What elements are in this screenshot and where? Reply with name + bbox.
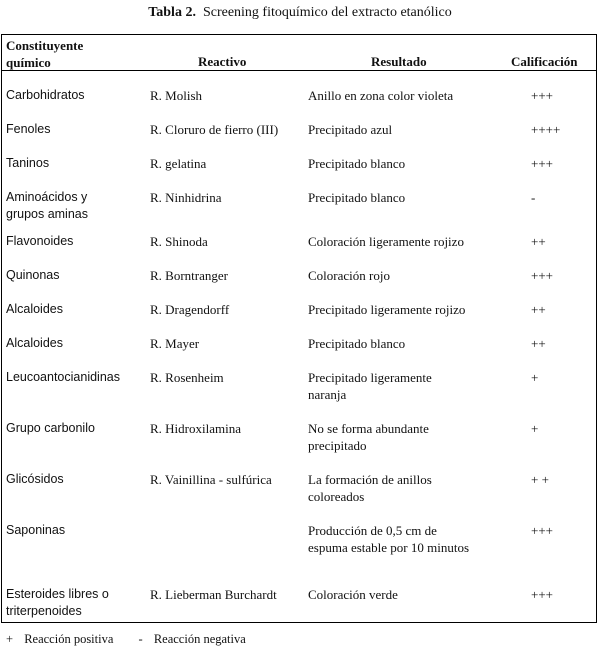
cell-constituent (6, 586, 109, 620)
header-reagent: Reactivo (198, 54, 247, 69)
cell-reagent: R. Dragendorff (150, 302, 230, 317)
cell-reagent: R. Rosenheim (150, 370, 224, 385)
cell-result (308, 87, 453, 104)
cell-reagent: R. Borntranger (150, 268, 228, 283)
cell-constituent (6, 335, 63, 352)
cell-result (308, 301, 465, 318)
cell-result-line: precipitado (308, 438, 367, 453)
cell-result (308, 586, 398, 603)
cell-result-line: Precipitado blanco (308, 156, 406, 171)
cell-result-line: Coloración rojo (308, 268, 390, 283)
table-title (0, 5, 600, 21)
cell-constituent (6, 121, 50, 138)
cell-result-line: Precipitado blanco (308, 336, 406, 351)
cell-result (308, 233, 464, 250)
header-rating: Calificación (511, 54, 578, 69)
cell-constituent-line: Aminoácidos y (6, 190, 88, 204)
cell-result-line: Precipitado ligeramente (308, 370, 432, 385)
cell-constituent (6, 471, 64, 488)
cell-constituent-line: Carbohidratos (6, 88, 85, 102)
cell-constituent (6, 233, 73, 250)
cell-result-line: Precipitado azul (308, 122, 393, 137)
cell-result-line: espuma estable por 10 minutos (308, 540, 470, 555)
cell-constituent-line: Saponinas (6, 523, 66, 537)
cell-rating: ++ (531, 336, 546, 351)
table-number: Tabla 2. (148, 5, 196, 20)
cell-rating: ++ (531, 302, 546, 317)
cell-reagent: R. Shinoda (150, 234, 208, 249)
table-caption: Screening fitoquímico del extracto etanólico (202, 5, 452, 20)
cell-result-line: Anillo en zona color violeta (308, 88, 454, 103)
cell-result (308, 420, 429, 454)
cell-constituent-line: Grupo carbonilo (6, 421, 95, 435)
cell-reagent: R. Vainillina - sulfúrica (150, 472, 272, 487)
header-constituent-line1: Constituyente (6, 38, 84, 53)
cell-constituent-line: Alcaloides (6, 302, 63, 316)
cell-constituent (6, 189, 88, 223)
cell-rating: + + (531, 472, 549, 487)
cell-result (308, 369, 432, 403)
legend-positive-symbol: + (6, 632, 14, 646)
header-divider (1, 70, 597, 71)
table-frame (1, 34, 597, 623)
header-constituent (6, 37, 83, 71)
cell-constituent-line: Taninos (6, 156, 50, 170)
cell-result-line: Coloración verde (308, 587, 398, 602)
cell-reagent: R. Mayer (150, 336, 200, 351)
cell-rating: +++ (531, 268, 553, 283)
cell-constituent-line: Esteroides libres o (6, 587, 109, 601)
cell-result-line: Coloración ligeramente rojizo (308, 234, 464, 249)
cell-rating: +++ (531, 88, 553, 103)
cell-rating: +++ (531, 156, 553, 171)
cell-rating: +++ (531, 587, 553, 602)
cell-result (308, 155, 405, 172)
cell-constituent (6, 87, 85, 104)
cell-result (308, 522, 469, 556)
cell-constituent-line: Flavonoides (6, 234, 74, 248)
cell-constituent-line: Quinonas (6, 268, 60, 282)
cell-rating: + (531, 370, 539, 385)
legend-negative-label: Reacción negativa (153, 632, 246, 646)
cell-constituent-line: Leucoantocianidinas (6, 370, 120, 384)
cell-rating: +++ (531, 523, 553, 538)
cell-constituent (6, 155, 49, 172)
cell-result (308, 189, 405, 206)
cell-constituent-line: triterpenoides (6, 604, 82, 618)
cell-rating: - (531, 190, 536, 205)
cell-rating: ++++ (531, 122, 561, 137)
legend-positive-label: Reacción positiva (24, 632, 114, 646)
cell-reagent: R. gelatina (150, 156, 207, 171)
cell-constituent-line: Alcaloides (6, 336, 63, 350)
cell-rating: ++ (531, 234, 546, 249)
cell-result-line: coloreados (308, 489, 365, 504)
cell-reagent: R. Lieberman Burchardt (150, 587, 277, 602)
cell-result (308, 267, 390, 284)
cell-result-line: Precipitado blanco (308, 190, 406, 205)
cell-result (308, 471, 432, 505)
cell-result (308, 335, 405, 352)
cell-result-line: No se forma abundante (308, 421, 429, 436)
cell-constituent-line: grupos aminas (6, 207, 88, 221)
cell-constituent (6, 267, 60, 284)
cell-constituent (6, 522, 65, 539)
cell-reagent: R. Hidroxilamina (150, 421, 241, 436)
cell-reagent: R. Ninhidrina (150, 190, 222, 205)
legend-negative-symbol: - (138, 632, 143, 646)
cell-constituent (6, 301, 63, 318)
cell-result-line: La formación de anillos (308, 472, 432, 487)
cell-reagent: R. Cloruro de fierro (III) (150, 122, 279, 137)
cell-result-line: naranja (308, 387, 347, 402)
header-result: Resultado (371, 54, 427, 69)
cell-result (308, 121, 392, 138)
cell-result-line: Precipitado ligeramente rojizo (308, 302, 466, 317)
cell-result-line: Producción de 0,5 cm de (308, 523, 437, 538)
cell-constituent (6, 369, 120, 386)
legend (6, 632, 254, 647)
header-constituent-line2: químico (6, 55, 51, 70)
cell-reagent: R. Molish (150, 88, 203, 103)
cell-constituent-line: Glicósidos (6, 472, 64, 486)
cell-constituent (6, 420, 95, 437)
cell-constituent-line: Fenoles (6, 122, 51, 136)
cell-rating: + (531, 421, 539, 436)
